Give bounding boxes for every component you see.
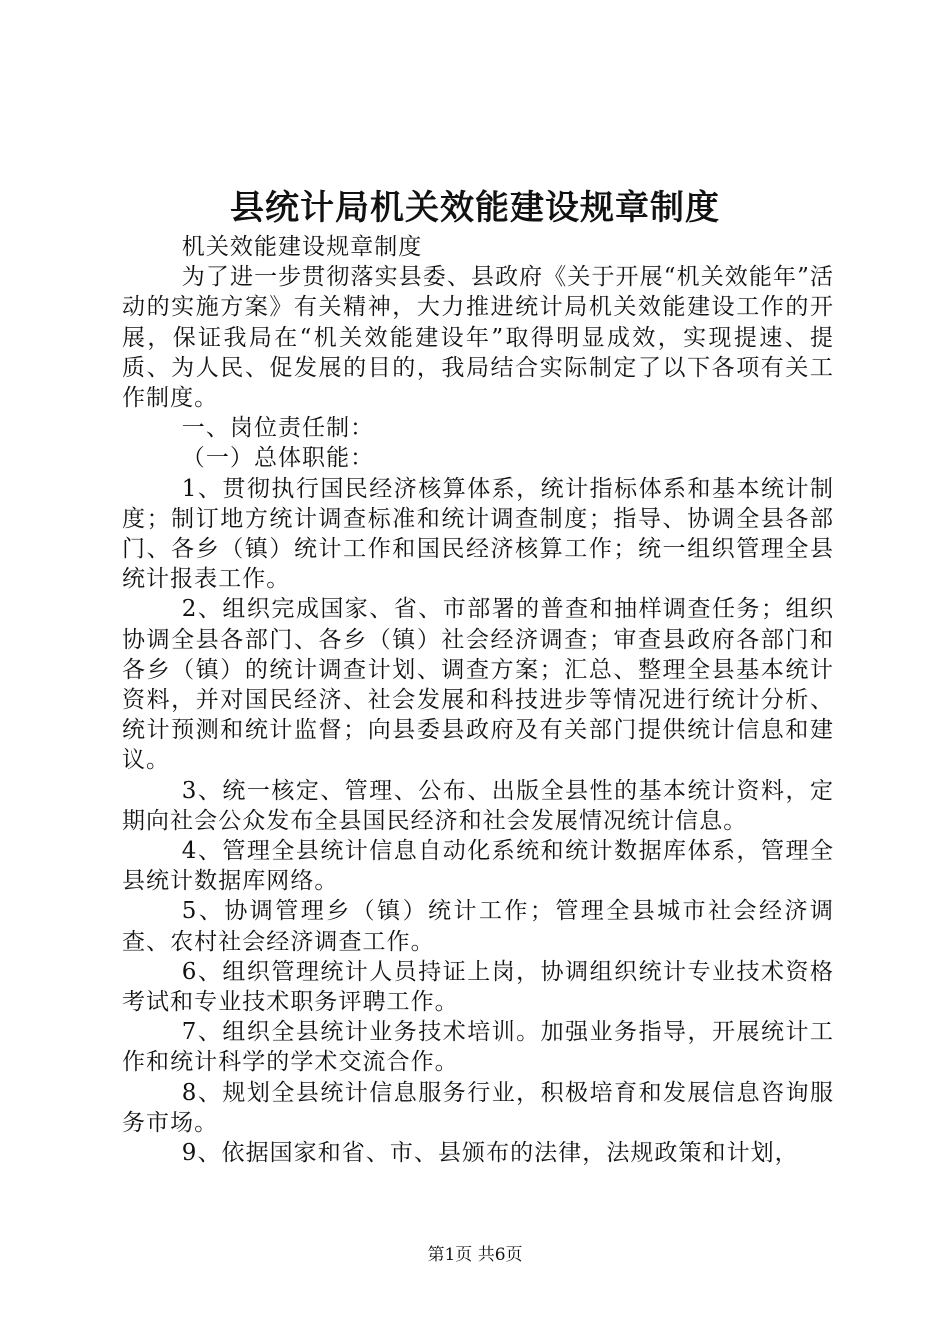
list-item: 2、组织完成国家、省、市部署的普查和抽样调查任务；组织协调全县各部门、各乡（镇）社会经济调查；审查县政府各部门和各乡（镇）的统计调查计划、调查方案；汇总、整理全县基本统计资料，并对国民经济、社会发展和科技进步等情况进行统计分析、统计预测和统计监督；向县委县政府及有关部门提供统计信息和建议。 bbox=[122, 596, 834, 774]
list-item: 5、协调管理乡（镇）统计工作；管理全县城市社会经济调查、农村社会经济调查工作。 bbox=[122, 898, 834, 955]
list-item: 8、规划全县统计信息服务行业，积极培育和发展信息咨询服务市场。 bbox=[122, 1079, 834, 1136]
subsection-heading: （一）总体职能： bbox=[181, 445, 375, 472]
document-body bbox=[122, 232, 834, 1168]
list-item: 3、统一核定、管理、公布、出版全县性的基本统计资料，定期向社会公众发布全县国民经济和社会发展情况统计信息。 bbox=[122, 777, 834, 834]
section-heading: 一、岗位责任制： bbox=[181, 415, 375, 442]
paragraph-intro: 为了进一步贯彻落实县委、县政府《关于开展“机关效能年”活动的实施方案》有关精神，大力推进统计局机关效能建设工作的开展，保证我局在“机关效能建设年”取得明显成效，实现提速、提质、为人民、促发展的目的，我局结合实际制定了以下各项有关工作制度。 bbox=[122, 264, 834, 412]
page-number-footer: 第1页 共6页 bbox=[427, 1245, 523, 1265]
list-item: 1、贯彻执行国民经济核算体系，统计指标体系和基本统计制度；制订地方统计调查标准和统计调查制度；指导、协调全县各部门、各乡（镇）统计工作和国民经济核算工作；统一组织管理全县统计报表工作。 bbox=[122, 475, 834, 593]
list-item: 4、管理全县统计信息自动化系统和统计数据库体系，管理全县统计数据库网络。 bbox=[122, 838, 834, 895]
list-item: 6、组织管理统计人员持证上岗，协调组织统计专业技术资格考试和专业技术职务评聘工作。 bbox=[122, 958, 834, 1016]
list-item: 7、组织全县统计业务技术培训。加强业务指导，开展统计工作和统计科学的学术交流合作。 bbox=[122, 1019, 834, 1076]
document-title: 县统计局机关效能建设规章制度 bbox=[230, 188, 720, 228]
paragraph-subtitle: 机关效能建设规章制度 bbox=[181, 234, 423, 260]
list-item: 9、依据国家和省、市、县颁布的法律，法规政策和计划， bbox=[181, 1140, 799, 1167]
